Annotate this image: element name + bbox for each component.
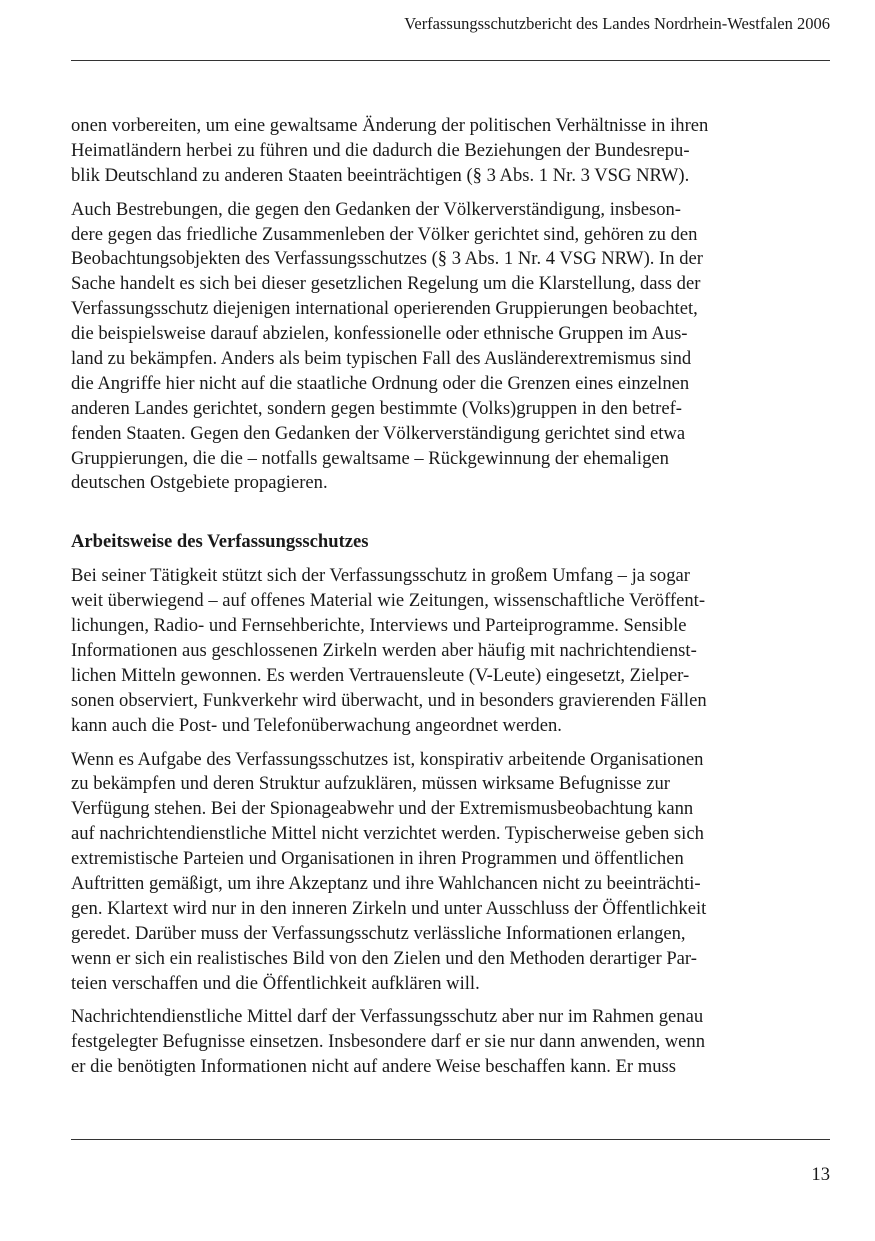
text-line: Sache handelt es sich bei dieser gesetzlichen Regelung um die Klarstellung, dass der: [71, 273, 701, 295]
text-line: die Angriffe hier nicht auf die staatliche Ordnung oder die Grenzen eines einzelnen: [71, 372, 690, 394]
text-line: kann auch die Post- und Telefonüberwachung angeordnet werden.: [71, 714, 562, 736]
text-line: blik Deutschland zu anderen Staaten beeinträchtigen (§ 3 Abs. 1 Nr. 3 VSG NRW).: [71, 164, 690, 186]
text-line: die beispielsweise darauf abzielen, konfessionelle oder ethnische Gruppen im Aus-: [71, 323, 688, 345]
paragraph-4: [71, 748, 801, 997]
text-line: Gruppierungen, die die – notfalls gewaltsame – Rückgewinnung der ehemaligen: [71, 447, 669, 469]
paragraph-3: [71, 564, 801, 738]
text-line: er die benötigten Informationen nicht auf andere Weise beschaffen kann. Er muss: [71, 1056, 676, 1078]
text-line: lichen Mitteln gewonnen. Es werden Vertrauensleute (V-Leute) eingesetzt, Zielper-: [71, 664, 690, 686]
text-line: weit überwiegend – auf offenes Material wie Zeitungen, wissenschaftliche Veröffent-: [71, 590, 706, 612]
text-line: Verfügung stehen. Bei der Spionageabwehr und der Extremismusbeobachtung kann: [71, 798, 694, 820]
text-line: Bei seiner Tätigkeit stützt sich der Verfassungsschutz in großem Umfang – ja sogar: [71, 565, 690, 587]
text-line: gen. Klartext wird nur in den inneren Zirkeln und unter Ausschluss der Öffentlichkeit: [71, 897, 707, 919]
paragraph-2: [71, 198, 801, 497]
page-number: 13: [811, 1164, 830, 1185]
text-line: geredet. Darüber muss der Verfassungsschutz verlässliche Informationen erlangen,: [71, 922, 686, 944]
text-line: anderen Landes gerichtet, sondern gegen bestimmte (Volks)gruppen in den betref-: [71, 397, 682, 419]
text-line: Nachrichtendienstliche Mittel darf der Verfassungsschutz aber nur im Rahmen genau: [71, 1006, 704, 1028]
text-line: teien verschaffen und die Öffentlichkeit aufklären will.: [71, 972, 480, 994]
text-line: onen vorbereiten, um eine gewaltsame Änderung der politischen Verhältnisse in ihren: [71, 115, 709, 136]
section-heading: Arbeitsweise des Verfassungsschutzes: [71, 531, 369, 553]
text-line: Wenn es Aufgabe des Verfassungsschutzes ist, konspirativ arbeitende Organisationen: [71, 748, 704, 770]
text-line: wenn er sich ein realistisches Bild von den Zielen und den Methoden derartiger Par-: [71, 947, 697, 969]
header-rule: [71, 60, 830, 61]
text-line: deutschen Ostgebiete propagieren.: [71, 472, 328, 494]
text-line: sonen observiert, Funkverkehr wird überwacht, und in besonders gravierenden Fällen: [71, 689, 707, 711]
page-body: [71, 114, 801, 1089]
text-line: festgelegter Befugnisse einsetzen. Insbesondere darf er sie nur dann anwenden, wenn: [71, 1031, 706, 1053]
text-line: Auch Bestrebungen, die gegen den Gedanken der Völkerverständigung, insbeson-: [71, 198, 681, 220]
text-line: Informationen aus geschlossenen Zirkeln werden aber häufig mit nachrichtendienst-: [71, 639, 697, 661]
text-line: Heimatländern herbei zu führen und die dadurch die Beziehungen der Bundesrepu-: [71, 139, 690, 161]
text-line: Verfassungsschutz diejenigen international operierenden Gruppierungen beobachtet,: [71, 298, 698, 320]
text-line: dere gegen das friedliche Zusammenleben der Völker gerichtet sind, gehören zu den: [71, 223, 698, 245]
text-line: fenden Staaten. Gegen den Gedanken der Völkerverständigung gerichtet sind etwa: [71, 422, 686, 444]
text-line: lichungen, Radio- und Fernsehberichte, Interviews und Parteiprogramme. Sensible: [71, 615, 687, 637]
running-header-title: Verfassungsschutzbericht des Landes Nordrhein-Westfalen 2006: [404, 14, 830, 33]
text-line: land zu bekämpfen. Anders als beim typischen Fall des Ausländerextremismus sind: [71, 348, 692, 370]
footer-rule: [71, 1139, 830, 1140]
text-line: zu bekämpfen und deren Struktur aufzuklären, müssen wirksame Befugnisse zur: [71, 773, 670, 795]
text-line: Beobachtungsobjekten des Verfassungsschutzes (§ 3 Abs. 1 Nr. 4 VSG NRW). In der: [71, 248, 703, 270]
text-line: extremistische Parteien und Organisationen in ihren Programmen und öffentlichen: [71, 848, 684, 870]
text-line: Auftritten gemäßigt, um ihre Akzeptanz und ihre Wahlchancen nicht zu beeinträchti-: [71, 872, 701, 894]
paragraph-1: [71, 114, 801, 189]
text-line: auf nachrichtendienstliche Mittel nicht verzichtet werden. Typischerweise geben sich: [71, 823, 704, 845]
paragraph-5: [71, 1005, 801, 1080]
